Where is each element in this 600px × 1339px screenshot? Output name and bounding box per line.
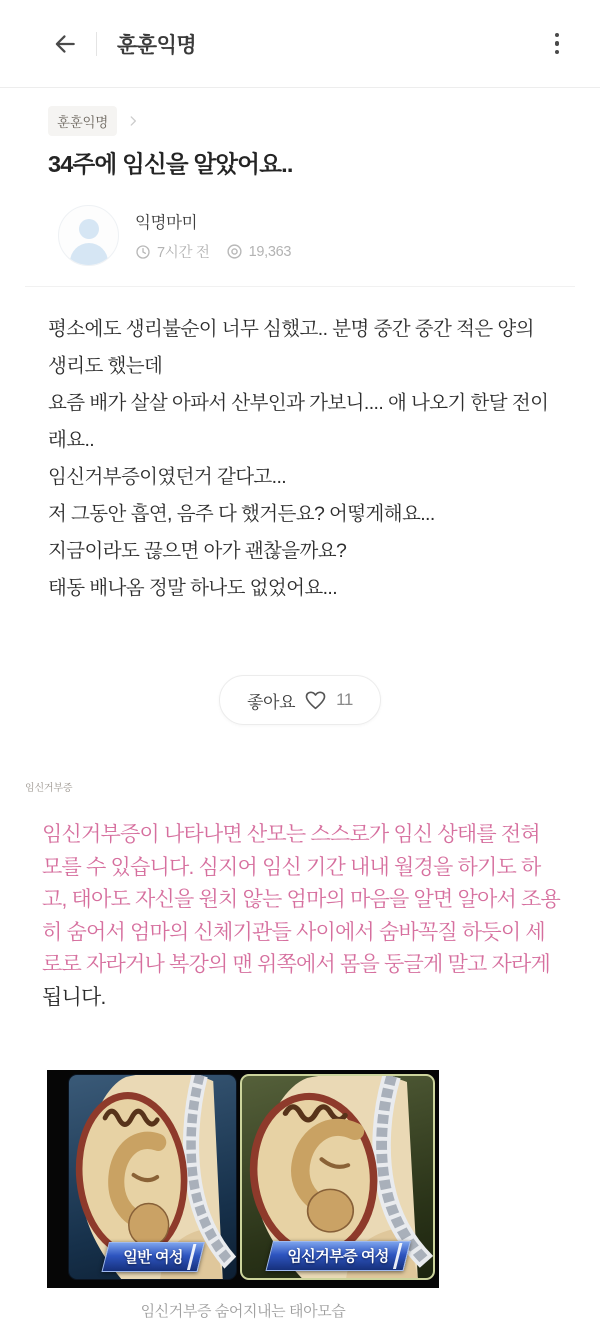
normal-woman-panel (68, 1074, 237, 1280)
post-body-line: 지금이라도 끊으면 아가 괜찮을까요? (48, 540, 347, 562)
left-panel-banner (101, 1242, 204, 1272)
denial-woman-panel (240, 1074, 435, 1280)
page-title: 훈훈익명 (117, 33, 197, 57)
chevron-right-icon (126, 114, 140, 128)
view-count: 19,363 (248, 243, 292, 260)
like-button[interactable] (219, 675, 381, 725)
kebab-dot (555, 41, 560, 46)
like-label: 좋아요 (247, 692, 296, 712)
info-description (42, 819, 560, 1014)
more-menu-button[interactable] (542, 27, 572, 61)
author-meta (135, 209, 291, 262)
right-panel-banner (265, 1241, 410, 1271)
header-divider (96, 32, 97, 56)
avatar-shoulders-shape (70, 243, 108, 266)
top-bar (0, 0, 600, 88)
views-icon (226, 243, 243, 260)
board-chip[interactable]: 훈훈익명 (48, 106, 117, 136)
post-meta (135, 241, 291, 262)
post-title: 34주에 임신을 알았어요.. (48, 151, 293, 177)
content-divider (25, 286, 575, 287)
figure-caption: 임신거부증 숨어지내는 태아모습 (140, 1303, 346, 1320)
post-body (48, 311, 552, 607)
comparison-figure (47, 1070, 439, 1321)
post-body-line: 태동 배나옴 정말 하나도 없었어요... (48, 577, 338, 599)
post-body-line: 저 그동안 흡연, 음주 다 했거든요? 어떻게해요... (48, 503, 435, 525)
heart-icon (304, 689, 327, 712)
kebab-dot (555, 33, 560, 38)
info-source-label: 임신거부증 (25, 783, 73, 794)
right-panel-label: 임신거부증 여성 (286, 1248, 389, 1265)
arrow-left-icon (52, 31, 78, 57)
post-body-line: 평소에도 생리불순이 너무 심했고.. 분명 중간 중간 적은 양의 생리도 했는데 (48, 318, 534, 377)
avatar-head-shape (79, 219, 99, 239)
author-block (58, 205, 552, 266)
clock-icon (135, 244, 151, 260)
info-description-pink: 임신거부증이 나타나면 산모는 스스로가 임신 상태를 전혀 모를 수 있습니다. 심지어 임신 기간 내내 월경을 하기도 하고, 태아도 자신을 원치 않는 엄마의 마음을 알면 알아서 조용히 숨어서 엄마의 신체기관들 사이에서 숨바꼭질 하듯이 세로로 자라거나 복강의 맨 위쪽에서 몸을 둥글게 말고 자라게 (42, 823, 561, 976)
comparison-image[interactable] (47, 1070, 439, 1288)
left-panel-label: 일반 여성 (122, 1249, 183, 1266)
like-count: 11 (336, 690, 353, 709)
post-body-line: 임신거부증이였던거 같다고... (48, 466, 287, 488)
back-button[interactable] (48, 27, 82, 61)
kebab-dot (555, 50, 560, 55)
post-body-line: 요즘 배가 살살 아파서 산부인과 가보니.... 애 나오기 한달 전이래요.. (48, 392, 549, 451)
breadcrumb (48, 106, 552, 136)
like-section (0, 675, 600, 725)
post-time: 7시간 전 (157, 245, 210, 261)
info-description-ending: 됩니다. (42, 985, 106, 1009)
author-name: 익명마미 (135, 214, 198, 232)
avatar[interactable] (58, 205, 119, 266)
